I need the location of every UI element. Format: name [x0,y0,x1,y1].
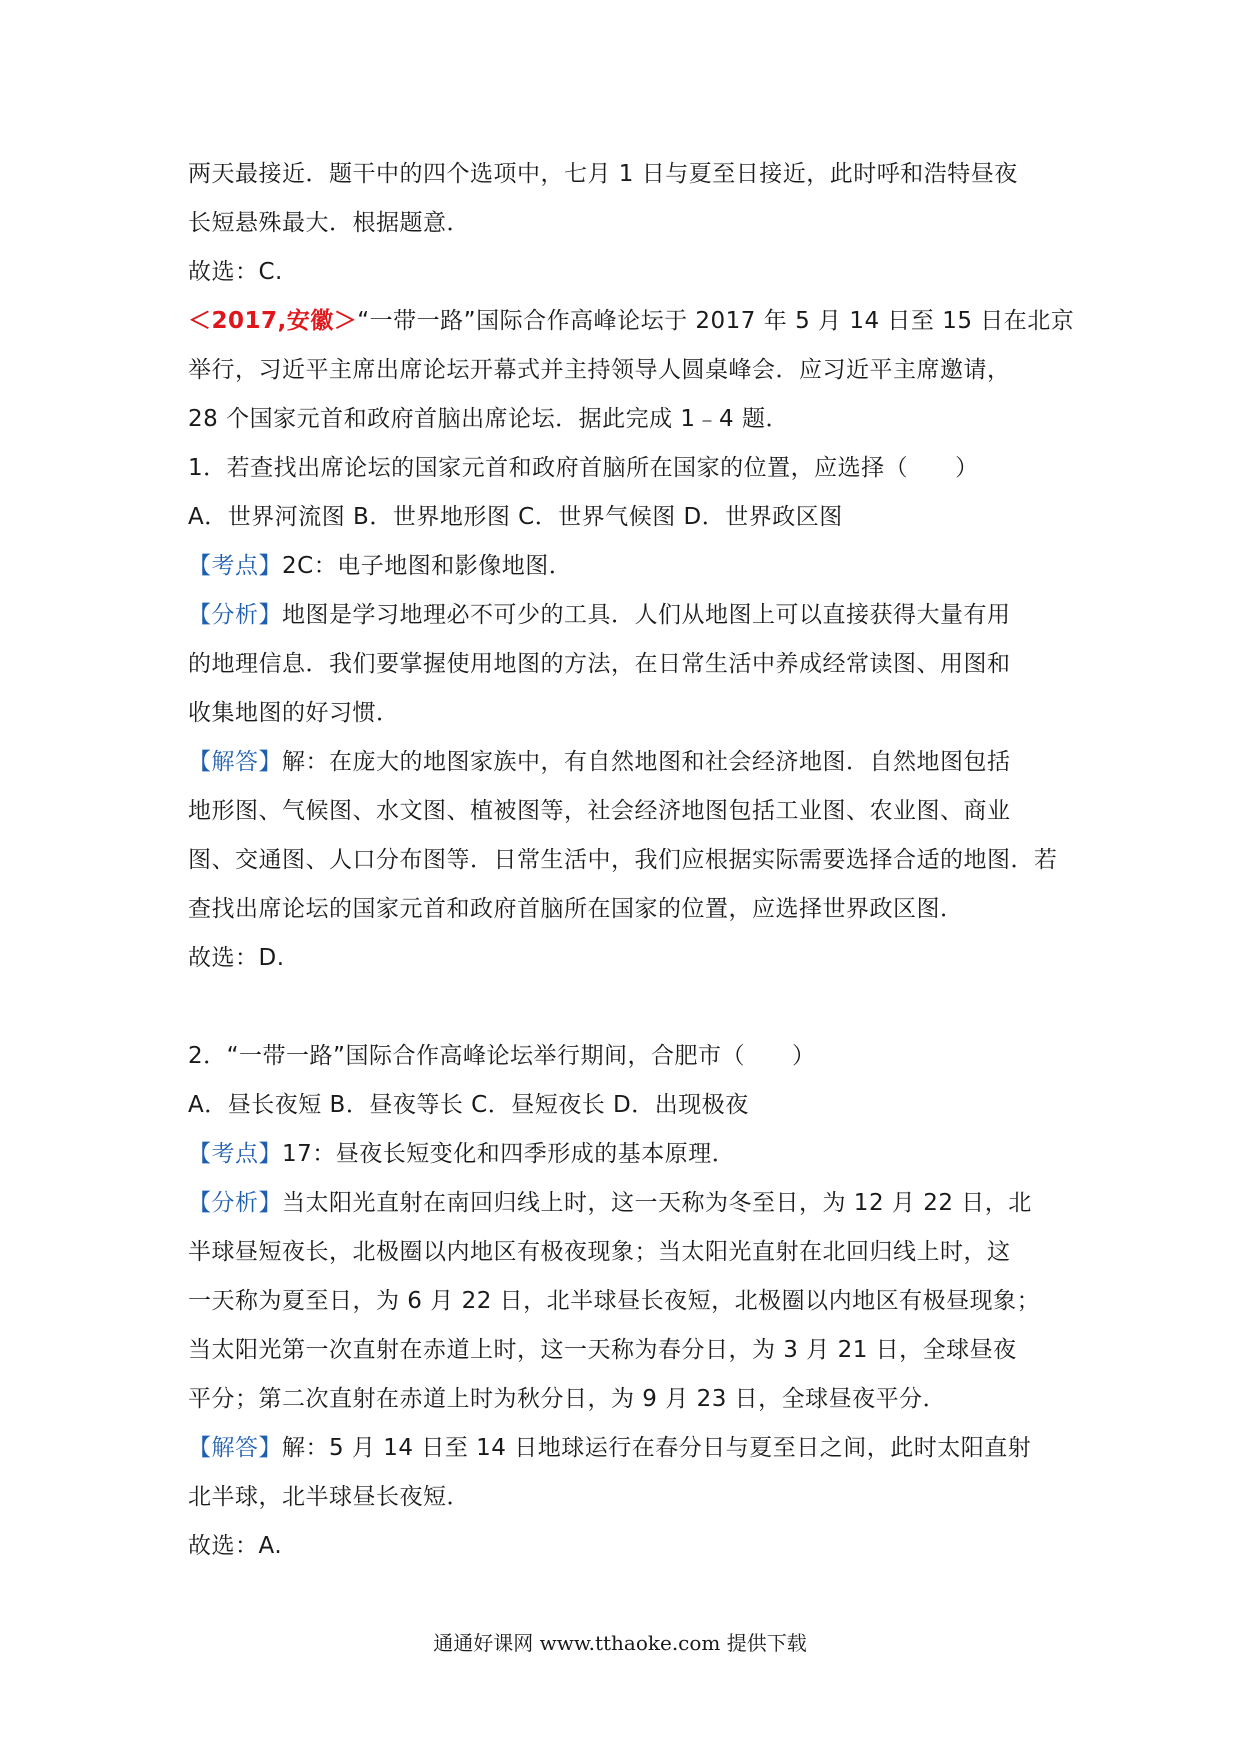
jieda-tag: 【解答】 [188,749,282,775]
jieda-tag: 【解答】 [188,1435,282,1461]
kaodian-tag: 【考点】 [188,553,282,579]
question-2-jieda-line-2: 北半球，北半球昼长夜短． [188,1484,470,1510]
question-2-answer: 故选：A. [188,1533,283,1559]
jieda-text: 解：在庞大的地图家族中，有自然地图和社会经济地图．自然地图包括 [282,749,1011,775]
passage-line-1 [188,297,1075,346]
question-1-fenxi-line-1 [188,591,1058,640]
passage-line-3: 28 个国家元首和政府首脑出席论坛．据此完成 1﹣4 题． [188,406,789,432]
question-2-fenxi-line-3: 一天称为夏至日，为 6 月 22 日，北半球昼长夜短，北极圈以内地区有极昼现象； [188,1288,1041,1314]
question-2-fenxi-line-5: 平分；第二次直射在赤道上时为秋分日，为 9 月 23 日，全球昼夜平分． [188,1386,947,1412]
question-2-fenxi-line-1 [188,1179,1058,1228]
question-2-fenxi-line-4: 当太阳光第一次直射在赤道上时，这一天称为春分日，为 3 月 21 日，全球昼夜 [188,1337,1017,1363]
question-1-jieda-line-1 [188,738,1058,787]
intro-line-2: 长短悬殊最大．根据题意． [188,210,470,236]
document-page [188,150,1075,1571]
question-1-answer: 故选：D. [188,945,285,971]
intro-line-1: 两天最接近．题干中的四个选项中，七月 1 日与夏至日接近，此时呼和浩特昼夜 [188,161,1018,187]
question-1-jieda-line-4: 查找出席论坛的国家元首和政府首脑所在国家的位置，应选择世界政区图． [188,896,964,922]
question-2-stem: 2．“一带一路”国际合作高峰论坛举行期间，合肥市（ ） [188,1043,816,1069]
jieda-text: 解：5 月 14 日至 14 日地球运行在春分日与夏至日之间，此时太阳直射 [282,1435,1032,1461]
question-1-options: A．世界河流图 B．世界地形图 C．世界气候图 D．世界政区图 [188,504,843,530]
fenxi-tag: 【分析】 [188,1190,282,1216]
passage-line-1-text: “一带一路”国际合作高峰论坛于 2017 年 5 月 14 日至 15 日在北京 [357,308,1075,334]
fenxi-text: 当太阳光直射在南回归线上时，这一天称为冬至日，为 12 月 22 日，北 [282,1190,1032,1216]
kaodian-text: 2C：电子地图和影像地图． [282,553,573,579]
question-2-fenxi-line-2: 半球昼短夜长，北极圈以内地区有极夜现象；当太阳光直射在北回归线上时，这 [188,1239,1011,1265]
question-1-jieda-line-3: 图、交通图、人口分布图等．日常生活中，我们应根据实际需要选择合适的地图．若 [188,847,1058,873]
kaodian-tag: 【考点】 [188,1141,282,1167]
question-1-stem: 1．若查找出席论坛的国家元首和政府首脑所在国家的位置，应选择（ ） [188,455,979,481]
fenxi-tag: 【分析】 [188,602,282,628]
kaodian-text: 17：昼夜长短变化和四季形成的基本原理． [282,1141,736,1167]
question-2-jieda-line-1 [188,1424,1058,1473]
page-footer: 通通好课网 www.tthaoke.com 提供下载 [433,1631,807,1655]
intro-answer: 故选：C. [188,259,283,285]
fenxi-text: 地图是学习地理必不可少的工具．人们从地图上可以直接获得大量有用 [282,602,1011,628]
question-1-fenxi-line-3: 收集地图的好习惯． [188,700,400,726]
question-2-options: A．昼长夜短 B．昼夜等长 C．昼短夜长 D．出现极夜 [188,1092,749,1118]
question-1-jieda-line-2: 地形图、气候图、水文图、植被图等，社会经济地图包括工业图、农业图、商业 [188,798,1011,824]
question-1-fenxi-line-2: 的地理信息．我们要掌握使用地图的方法，在日常生活中养成经常读图、用图和 [188,651,1011,677]
passage-line-2: 举行，习近平主席出席论坛开幕式并主持领导人圆桌峰会．应习近平主席邀请， [188,357,1011,383]
spacer [188,983,1058,1032]
source-tag: ＜2017,安徽＞ [188,308,358,334]
question-1-kaodian [188,542,1058,591]
question-2-kaodian [188,1130,1058,1179]
